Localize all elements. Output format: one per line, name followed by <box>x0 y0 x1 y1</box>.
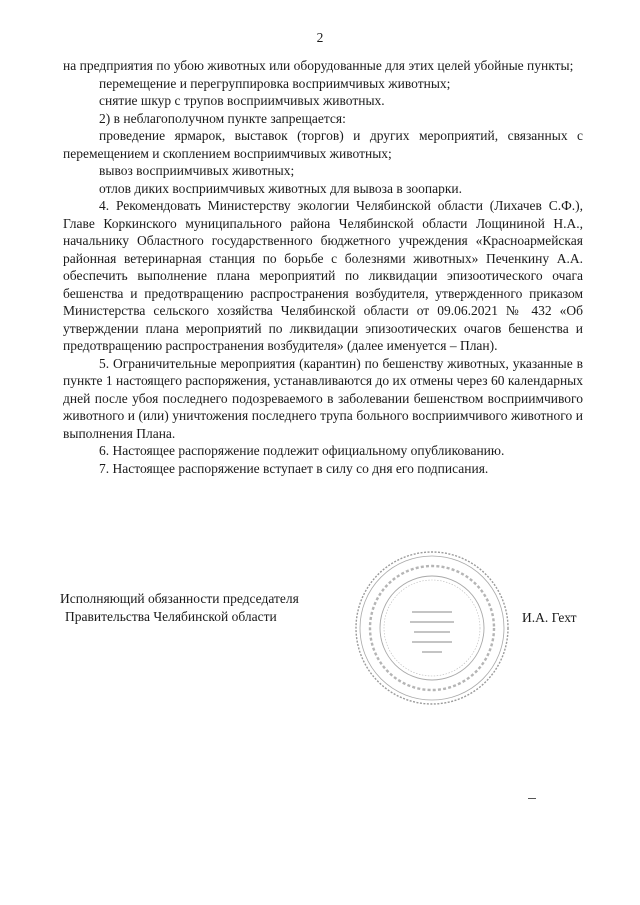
paragraph: перемещение и перегруппировка восприимчивых животных; <box>99 75 451 91</box>
paragraph: проведение ярмарок, выставок (торгов) и других мероприятий, связанных с перемещением и скоплением восприимчивых животных; <box>63 128 583 161</box>
signer-title-line: Правительства Челябинской области <box>65 609 277 624</box>
paragraph: снятие шкур с трупов восприимчивых животных. <box>99 93 385 108</box>
signer-title <box>60 590 299 626</box>
paragraph: 5. Ограничительные мероприятия (карантин) по бешенству животных, указанные в пункте 1 настоящего распоряжения, устанавливаются до их отмены через 60 календарных дней после убоя последнего подозреваемого в заболевании бешенством восприимчивого животного и (или) уничтожения последнего трупа больного восприимчивого животного и выполнения Плана. <box>63 355 583 441</box>
page-number: 2 <box>316 30 324 45</box>
margin-mark <box>528 798 536 799</box>
signer-title-line: Исполняющий обязанности председателя <box>60 591 299 606</box>
paragraph: отлов диких восприимчивых животных для вывоза в зоопарки. <box>99 180 463 196</box>
paragraph: 7. Настоящее распоряжение вступает в силу со дня его подписания. <box>99 460 489 476</box>
paragraph: 2) в неблагополучном пункте запрещается: <box>99 110 346 126</box>
paragraph: вывоз восприимчивых животных; <box>99 163 295 178</box>
official-seal-stamp <box>352 548 512 708</box>
paragraph: 4. Рекомендовать Министерству экологии Челябинской области (Лихачев С.Ф.), Главе Коркинского муниципального района Челябинской области Лощининой Н.А., начальнику Областного государственного бюджетного учреждения «Красноармейская районная ветеринарная станция по борьбе с болезнями животных» Печенкину А.А. обеспечить выполнение плана мероприятий по ликвидации эпизоотического очага бешенства и предотвращению распространения возбудителя, утвержденного приказом Министерства сельского хозяйства Челябинской области от 09.06.2021 № 432 «Об утверждении плана мероприятий по ликвидации эпизоотических очагов бешенства и предотвращению распространения возбудителя» (далее именуется – План). <box>63 198 583 353</box>
document-body <box>63 57 583 477</box>
paragraph: на предприятия по убою животных или оборудованные для этих целей убойные пункты; <box>63 58 574 73</box>
signer-name: И.А. Гехт <box>522 610 577 625</box>
paragraph: 6. Настоящее распоряжение подлежит официальному опубликованию. <box>99 443 505 458</box>
